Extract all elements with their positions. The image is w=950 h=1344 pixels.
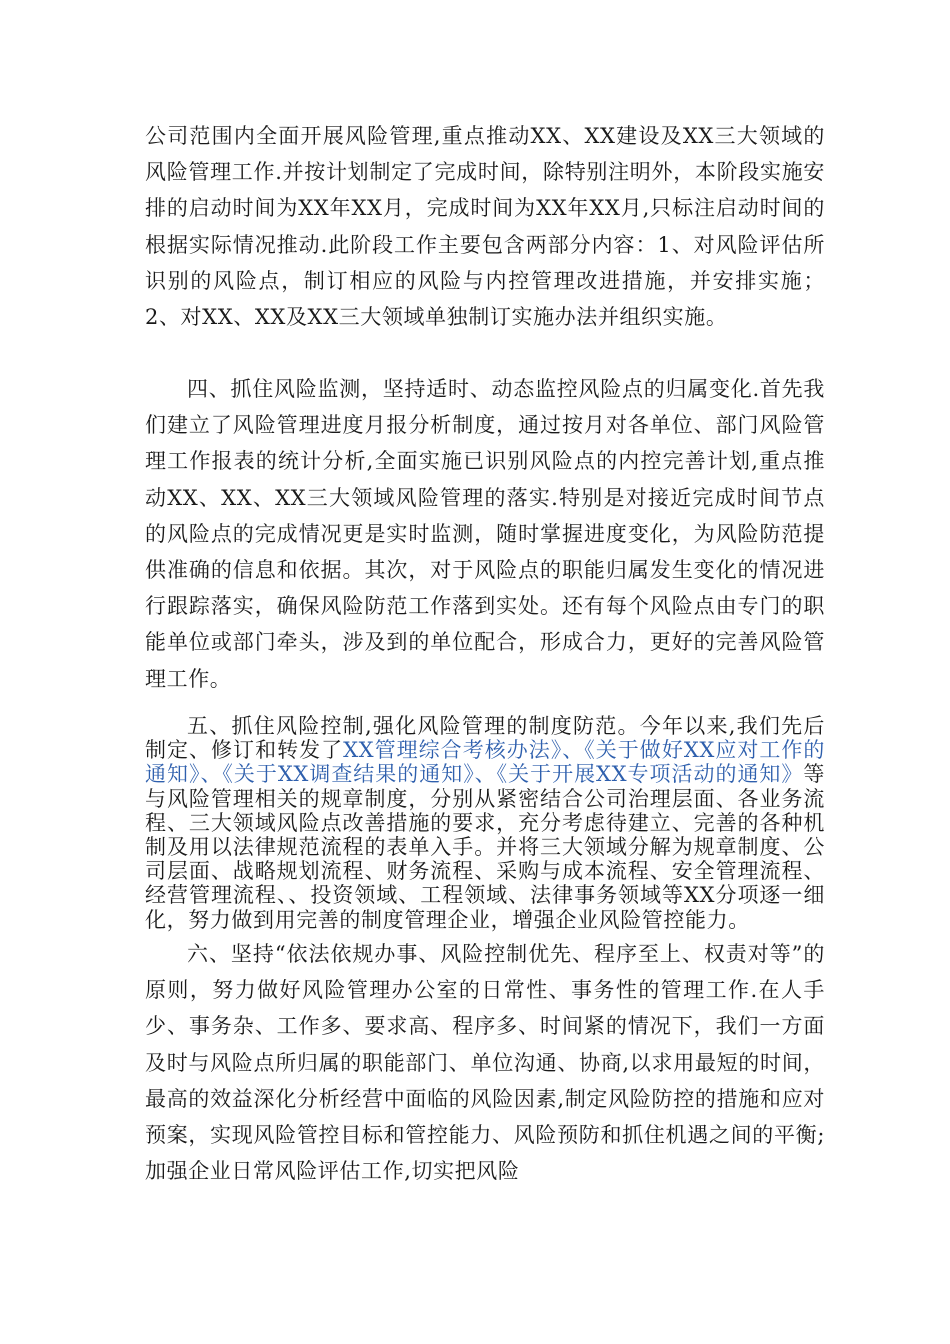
section-5-tail: 等与风险管理相关的规章制度，分别从紧密结合公司治理层面、各业务流程、三大领域风险点改善措施的要求，充分考虑待建立、完善的各种机制及用以法律规范流程的表单入手。并将三大领域分解为规章制度、公司层面、战略规划流程、财务流程、采购与成本流程、安全管理流程、经营管理流程、、投资领域、工程领域、法律事务领域等XX分项逐一细化，努力做到用完善的制度管理企业，增强企业风险管控能力。 xyxy=(145,762,825,932)
document-page xyxy=(145,118,825,1300)
paragraph-section-6: 六、坚持“依法依规办事、风险控制优先、程序至上、权责对等”的原则，努力做好风险管理办公室的日常性、事务性的管理工作.在人手少、事务杂、工作多、要求高、程序多、时间紧的情况下，我们一方面及时与风险点所归属的职能部门、单位沟通、协商,以求用最短的时间，最高的效益深化分析经营中面临的风险因素,制定风险防控的措施和应对预案，实现风险管控目标和管控能力、风险预防和抓住机遇之间的平衡;加强企业日常风险评估工作,切实把风险 xyxy=(145,942,825,1184)
regulation-list-link[interactable]: XX管理综合考核办法》、《关于做好XX应对工作的通知》、《关于XX调查结果的通知》、《关于开展XX专项活动的通知》 xyxy=(145,738,825,787)
paragraph-section-4: 四、抓住风险监测，坚持适时、动态监控风险点的归属变化.首先我们建立了风险管理进度月报分析制度，通过按月对各单位、部门风险管理工作报表的统计分析,全面实施已识别风险点的内控完善计划,重点推动XX、XX、XX三大领域风险管理的落实.特别是对接近完成时间节点的风险点的完成情况更是实时监测，随时掌握进度变化，为风险防范提供准确的信息和依据。其次，对于风险点的职能归属发生变化的情况进行跟踪落实，确保风险防范工作落到实处。还有每个风险点由专门的职能单位或部门牵头，涉及到的单位配合，形成合力，更好的完善风险管理工作。 xyxy=(145,377,825,691)
paragraph-section-5 xyxy=(145,714,825,932)
section-5-lead: 五、抓住风险控制,强化风险管理的制度防范。今年以来,我们先后制定、修订和转发了 xyxy=(145,714,825,763)
paragraph-continuation: 公司范围内全面开展风险管理,重点推动XX、XX建设及XX三大领域的风险管理工作.并按计划制定了完成时间，除特别注明外，本阶段实施安排的启动时间为XX年XX月，完成时间为XX年XX月,只标注启动时间的根据实际情况推动.此阶段工作主要包含两部分内容：1、对风险评估所识别的风险点，制订相应的风险与内控管理改进措施，并安排实施；2、对XX、XX及XX三大领域单独制订实施办法并组织实施。 xyxy=(145,124,825,330)
